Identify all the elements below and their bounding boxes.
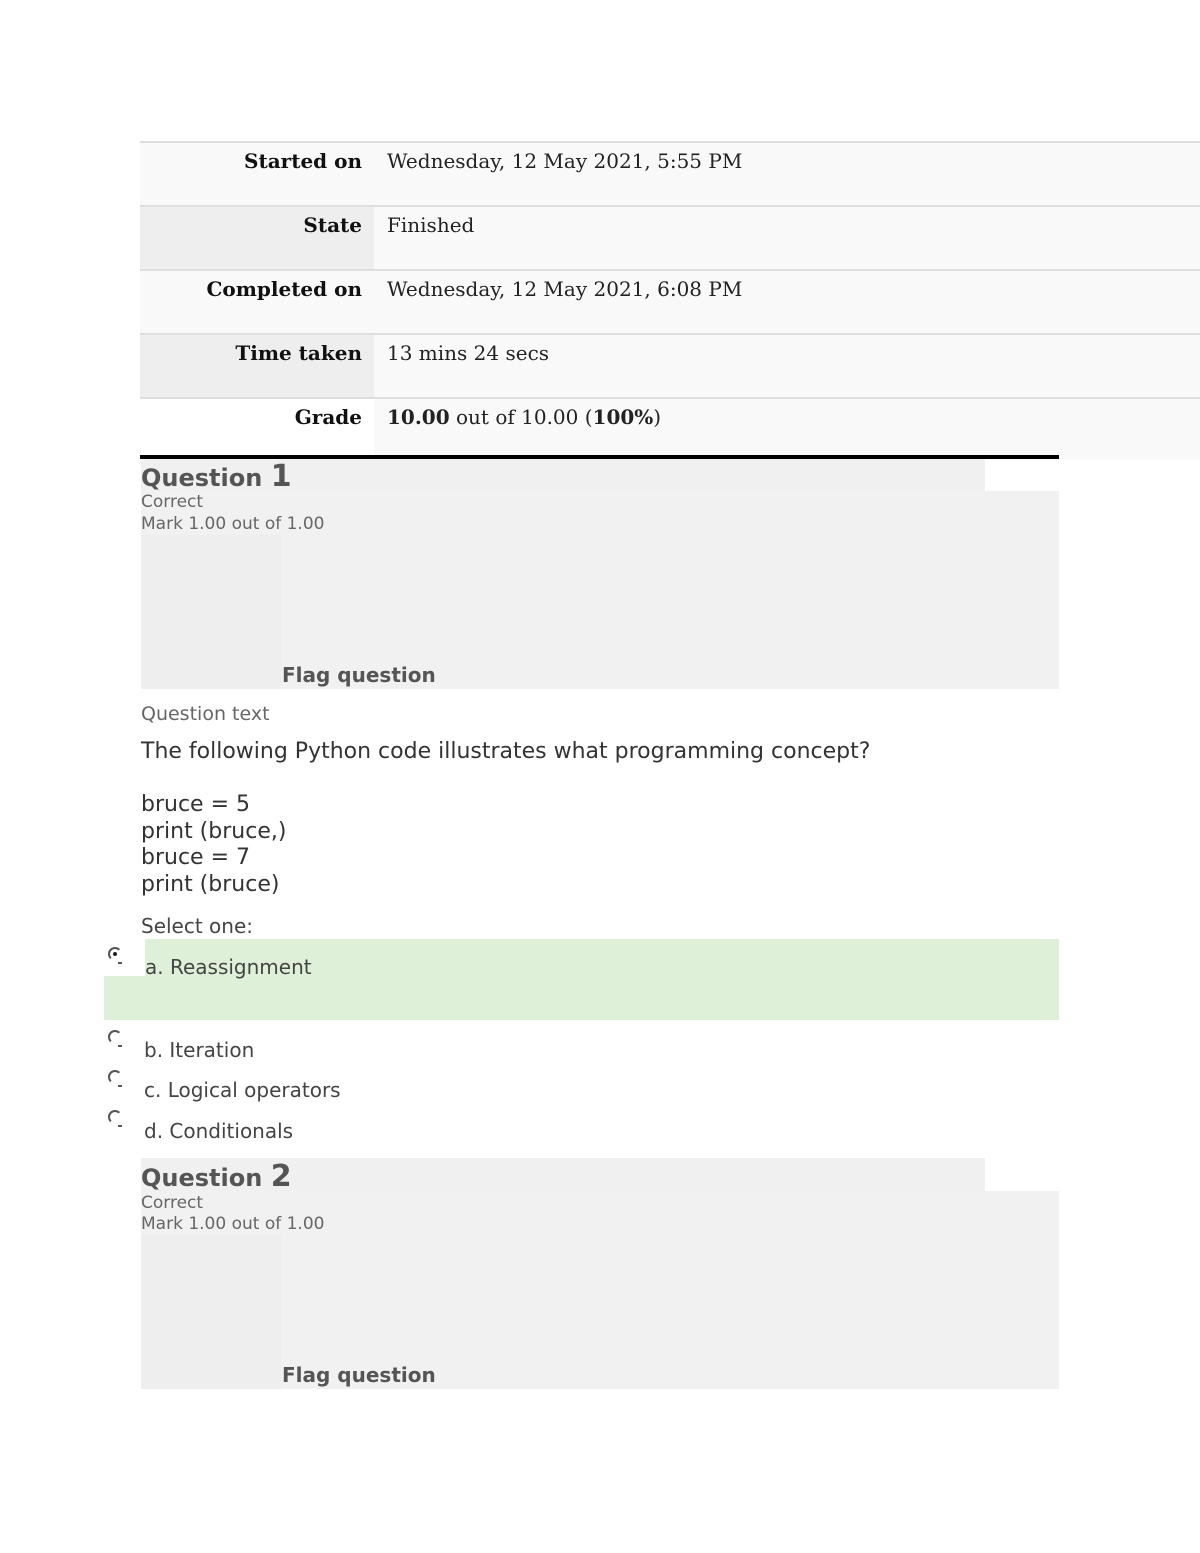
summary-label: Grade [140, 399, 374, 460]
grade-close: ) [653, 405, 662, 429]
correct-answer-highlight-bottom [104, 976, 1059, 1020]
info-left-bg [141, 1235, 281, 1389]
answer-label[interactable]: a. Reassignment [145, 955, 312, 979]
select-one-label: Select one: [141, 914, 254, 938]
flag-question-link[interactable]: Flag question [282, 663, 436, 687]
summary-label: State [140, 207, 374, 269]
summary-row-completed [140, 269, 1200, 333]
flag-question-link[interactable]: Flag question [282, 1363, 436, 1387]
radio-tick-icon [118, 1125, 122, 1127]
grade-score: 10.00 [387, 405, 450, 429]
radio-tick-icon [118, 1085, 122, 1087]
code-line: print (bruce) [141, 871, 280, 897]
question-title [141, 1159, 292, 1194]
question-mark: Mark 1.00 out of 1.00 [141, 1214, 325, 1234]
question-state: Correct [141, 492, 204, 512]
question-label: Question [141, 1164, 263, 1192]
question-text-label: Question text [141, 703, 270, 725]
question-label: Question [141, 464, 263, 492]
question-state: Correct [141, 1193, 204, 1213]
question-code [141, 792, 286, 898]
attempt-summary-table [140, 141, 1200, 460]
question-title [141, 459, 292, 494]
answer-label[interactable]: d. Conditionals [144, 1119, 294, 1143]
summary-row-time-taken [140, 333, 1200, 397]
summary-label: Time taken [140, 335, 374, 397]
grade-value [374, 399, 1200, 460]
summary-row-state [140, 205, 1200, 269]
radio-selected-icon[interactable] [108, 947, 122, 961]
question-mark: Mark 1.00 out of 1.00 [141, 514, 325, 534]
radio-tick-icon [118, 1045, 122, 1047]
radio-icon[interactable] [108, 1110, 122, 1124]
summary-row-grade [140, 397, 1200, 460]
question-prompt: The following Python code illustrates what programming concept? [141, 739, 871, 764]
summary-value: Wednesday, 12 May 2021, 5:55 PM [374, 143, 1200, 205]
code-line: print (bruce,) [141, 818, 287, 844]
summary-value: 13 mins 24 secs [374, 335, 1200, 397]
radio-icon[interactable] [108, 1070, 122, 1084]
question-number: 2 [270, 1159, 292, 1194]
summary-label: Started on [140, 143, 374, 205]
radio-icon[interactable] [108, 1030, 122, 1044]
answer-label[interactable]: b. Iteration [144, 1038, 255, 1062]
code-line: bruce = 7 [141, 845, 251, 870]
summary-label: Completed on [140, 271, 374, 333]
summary-value: Wednesday, 12 May 2021, 6:08 PM [374, 271, 1200, 333]
grade-percent: 100% [592, 405, 654, 429]
code-line: bruce = 5 [141, 792, 251, 817]
question-number: 1 [270, 459, 292, 494]
grade-rest: out of 10.00 ( [449, 405, 593, 429]
radio-tick-icon [118, 962, 122, 964]
answer-label[interactable]: c. Logical operators [144, 1078, 341, 1102]
summary-value: Finished [374, 207, 1200, 269]
info-left-bg [141, 535, 281, 689]
summary-row-started [140, 141, 1200, 205]
